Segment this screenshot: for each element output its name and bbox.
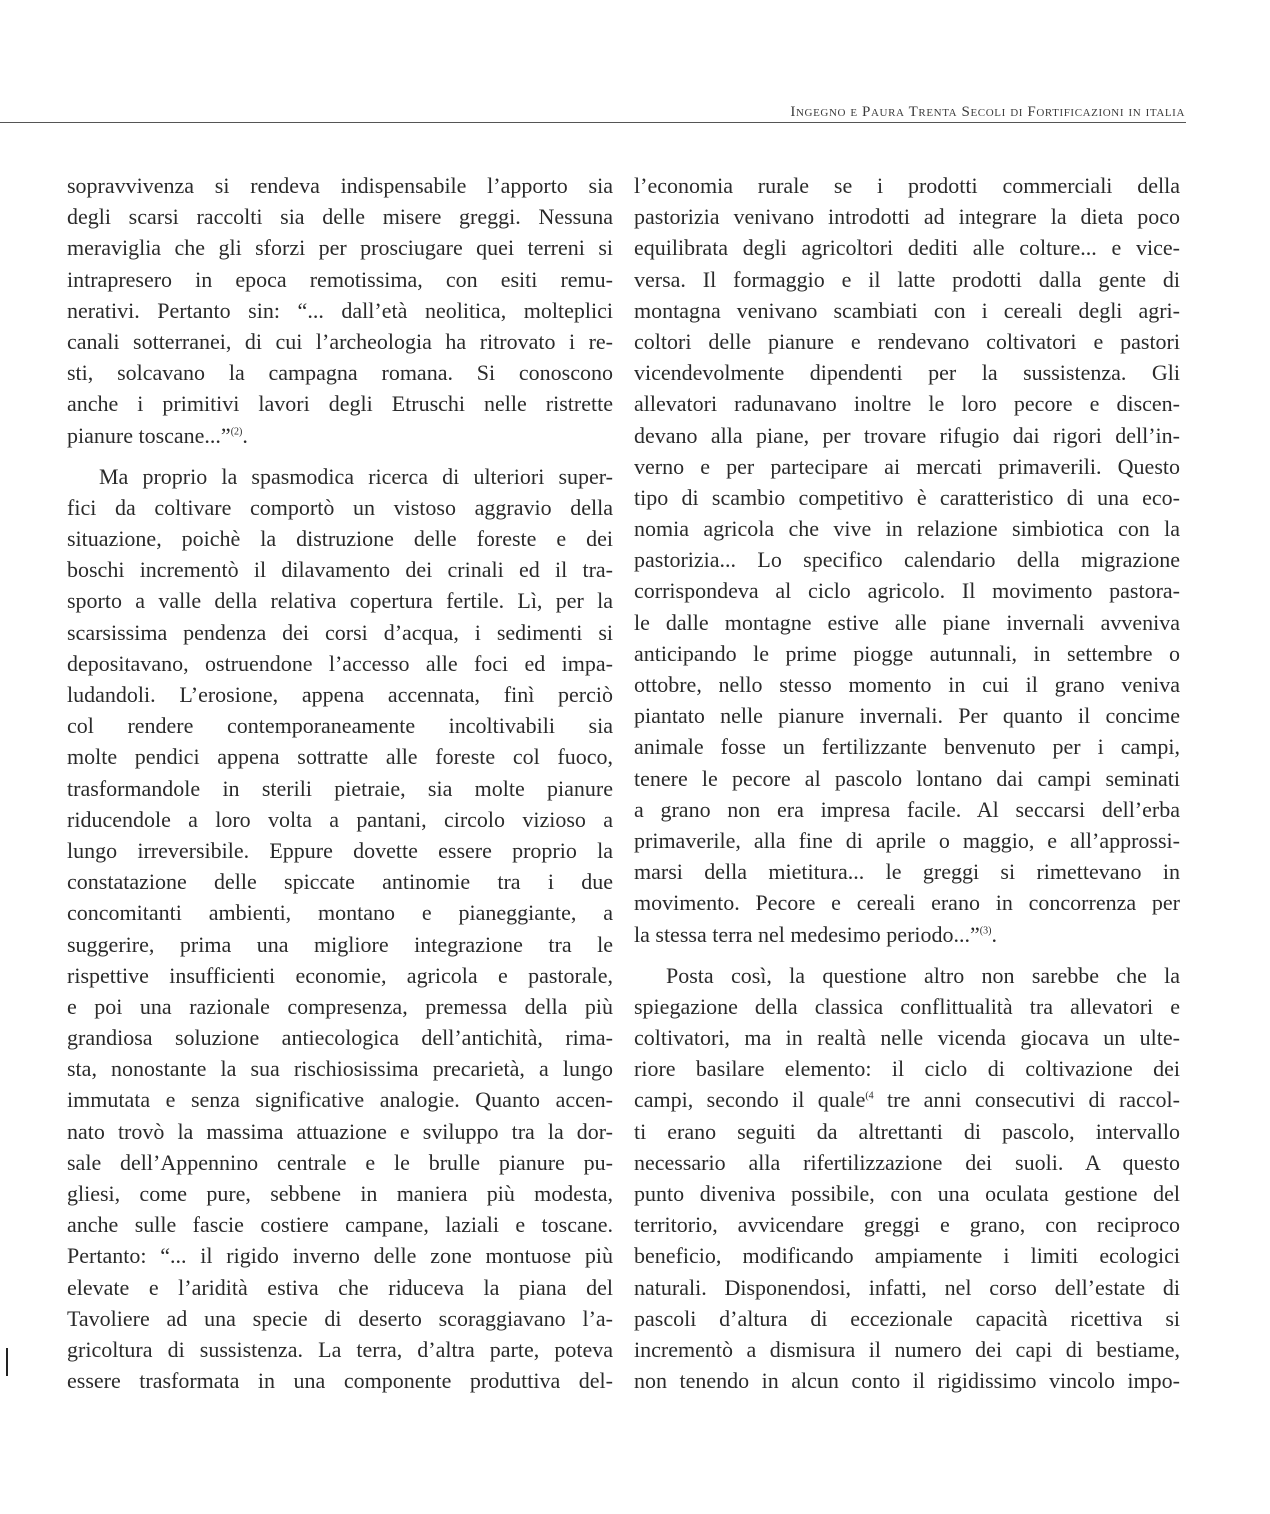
text-line: devano alla piane, per trovare rifugio dai rigori dell’in- bbox=[634, 422, 1180, 448]
header-rule bbox=[0, 122, 1186, 123]
text-line: l’economia rurale se i prodotti commerciali della bbox=[634, 173, 1180, 198]
text-line: canali sotterranei, di cui l’archeologia ha ritrovato i re- bbox=[67, 328, 613, 354]
text-line: equilibrata degli agricoltori dediti alle colture... e vice- bbox=[634, 235, 1180, 261]
text-line: suggerire, prima una migliore integrazione tra le bbox=[67, 931, 613, 957]
text-line bbox=[67, 420, 613, 451]
footnote-ref: (4 bbox=[865, 1091, 874, 1103]
text-line: ludandoli. L’erosione, appena accennata, finì perciò bbox=[67, 682, 613, 707]
paragraph-4 bbox=[634, 960, 1180, 1397]
text-line: Posta così, la questione altro non sarebbe che la bbox=[666, 962, 1180, 988]
text-line: le dalle montagne estive alle piane invernali avveniva bbox=[634, 609, 1180, 635]
text-line: incrementò a dismisura il numero dei capi di bestiame, bbox=[634, 1336, 1180, 1362]
text-line: versa. Il formaggio e il latte prodotti dalla gente di bbox=[634, 266, 1180, 292]
text-line: nato trovò la massima attuazione e sviluppo tra la dor- bbox=[67, 1118, 613, 1144]
text-line: essere trasformata in una componente produttiva del- bbox=[67, 1368, 613, 1394]
text-line: riore basilare elemento: il ciclo di coltivazione dei bbox=[634, 1056, 1180, 1082]
paragraph-1 bbox=[67, 170, 613, 451]
text-line: ottobre, nello stesso momento in cui il grano veniva bbox=[634, 672, 1180, 697]
left-column bbox=[67, 170, 613, 1396]
footnote-ref: (2) bbox=[230, 426, 243, 438]
text-line: coltivatori, ma in realtà nelle vicenda giocava un ulte- bbox=[634, 1025, 1180, 1051]
text-line: verno e per partecipare ai mercati primaverili. Questo bbox=[634, 453, 1180, 479]
text-fragment: campi, secondo il quale bbox=[634, 1087, 866, 1113]
text-line: sta, nonostante la sua rischiosissima precarietà, a lungo bbox=[67, 1056, 613, 1082]
text-line: pastorizia venivano introdotti ad integrare la dieta poco bbox=[634, 204, 1180, 230]
text-line: anche i primitivi lavori degli Etruschi nelle ristrette bbox=[67, 391, 613, 417]
text-line: situazione, poichè la distruzione delle foreste e dei bbox=[67, 526, 613, 552]
text-line: molte pendici appena sottratte alle foreste col fuoco, bbox=[67, 744, 613, 770]
text-line: grandiosa soluzione antiecologica dell’antichità, rima- bbox=[67, 1025, 613, 1051]
text-line: anche sulle fascie costiere campane, laziali e toscane. bbox=[67, 1212, 613, 1238]
text-line: sale dell’Appennino centrale e le brulle pianure pu- bbox=[67, 1149, 613, 1175]
text-line: trasformandole in sterili pietraie, sia molte pianure bbox=[67, 775, 613, 801]
text-line: non tenendo in alcun conto il rigidissimo vincolo impo- bbox=[634, 1368, 1180, 1394]
text-line: pastorizia... Lo specifico calendario della migrazione bbox=[634, 547, 1180, 573]
text-line: meraviglia che gli sforzi per prosciugare quei terreni si bbox=[67, 235, 613, 261]
margin-bracket-mark bbox=[0, 1348, 8, 1376]
text-line: tenere le pecore al pascolo lontano dai campi seminati bbox=[634, 765, 1180, 791]
text-line: Tavoliere ad una specie di deserto scoraggiavano l’a- bbox=[67, 1305, 613, 1331]
text-line: necessario alla rifertilizzazione dei suoli. A questo bbox=[634, 1149, 1180, 1175]
footnote-ref: (3) bbox=[979, 925, 992, 937]
text-line: lungo irreversibile. Eppure dovette essere proprio la bbox=[67, 837, 613, 863]
text-line: Ma proprio la spasmodica ricerca di ulteriori super- bbox=[99, 463, 613, 489]
text-fragment: tre anni consecutivi di raccol- bbox=[873, 1087, 1180, 1113]
text-line: spiegazione della classica conflittualità tra allevatori e bbox=[634, 993, 1180, 1019]
text-line: nomia agricola che vive in relazione simbiotica con la bbox=[634, 516, 1180, 542]
text-line: gliesi, come pure, sebbene in maniera più modesta, bbox=[67, 1181, 613, 1206]
running-head: Ingegno e Paura Trenta Secoli di Fortificazioni in italia bbox=[790, 104, 1185, 120]
text-line: nerativi. Pertanto sin: “... dall’età neolitica, molteplici bbox=[67, 297, 613, 323]
text-line: sporto a valle della relativa copertura fertile. Lì, per la bbox=[67, 588, 613, 614]
text-line: animale fosse un fertilizzante benvenuto per i campi, bbox=[634, 734, 1180, 760]
text-line: boschi incrementò il dilavamento dei crinali ed il tra- bbox=[67, 557, 613, 583]
text-line: gricoltura di sussistenza. La terra, d’altra parte, poteva bbox=[67, 1336, 613, 1362]
text-line: sti, solcavano la campagna romana. Si conoscono bbox=[67, 360, 613, 386]
text-line bbox=[634, 919, 1180, 950]
text-fragment: pianure toscane...” bbox=[67, 422, 231, 448]
paragraph-3 bbox=[634, 170, 1180, 950]
text-line: marsi della mietitura... le greggi si rimettevano in bbox=[634, 859, 1180, 885]
text-line: a grano non era impresa facile. Al seccarsi dell’erba bbox=[634, 796, 1180, 822]
text-line: ti erano seguiti da altrettanti di pascolo, intervallo bbox=[634, 1118, 1180, 1144]
text-line: vicendevolmente dipendenti per la sussistenza. Gli bbox=[634, 360, 1180, 386]
text-line: primaverile, alla fine di aprile o maggio, e all’approssi- bbox=[634, 827, 1180, 853]
text-line: tipo di scambio competitivo è caratteristico di una eco- bbox=[634, 484, 1180, 510]
text-fragment: . bbox=[991, 921, 997, 947]
text-line: col rendere contemporaneamente incoltivabili sia bbox=[67, 713, 613, 739]
text-line: riducendole a loro volta a pantani, circolo vizioso a bbox=[67, 806, 613, 832]
paragraph-gap bbox=[634, 950, 1180, 960]
text-line: scarsissima pendenza dei corsi d’acqua, i sedimenti si bbox=[67, 619, 613, 645]
text-fragment: . bbox=[242, 422, 248, 448]
text-line: elevate e l’aridità estiva che riduceva la piana del bbox=[67, 1274, 613, 1300]
text-line: allevatori radunavano inoltre le loro pecore e discen- bbox=[634, 391, 1180, 417]
text-line: montagna venivano scambiati con i cereali degli agri- bbox=[634, 297, 1180, 323]
text-line: piantato nelle pianure invernali. Per quanto il concime bbox=[634, 703, 1180, 729]
text-line: sopravvivenza si rendeva indispensabile l’apporto sia bbox=[67, 173, 613, 198]
text-line: corrispondeva al ciclo agricolo. Il movimento pastora- bbox=[634, 578, 1180, 604]
text-line: depositavano, ostruendone l’accesso alle foci ed impa- bbox=[67, 650, 613, 676]
text-line: naturali. Disponendosi, infatti, nel corso dell’estate di bbox=[634, 1274, 1180, 1300]
text-line: coltori delle pianure e rendevano coltivatori e pastori bbox=[634, 328, 1180, 354]
text-line: immutata e senza significative analogie. Quanto accen- bbox=[67, 1087, 613, 1113]
text-line bbox=[634, 1084, 1180, 1115]
text-line: constatazione delle spiccate antinomie tra i due bbox=[67, 869, 613, 895]
text-line: pascoli d’altura di eccezionale capacità ricettiva si bbox=[634, 1305, 1180, 1331]
paragraph-2 bbox=[67, 461, 613, 1397]
text-line: territorio, avvicendare greggi e grano, con reciproco bbox=[634, 1212, 1180, 1238]
text-line: intrapresero in epoca remotissima, con esiti remu- bbox=[67, 266, 613, 292]
text-fragment: la stessa terra nel medesimo periodo...” bbox=[634, 921, 980, 947]
text-line: punto diveniva possibile, con una oculata gestione del bbox=[634, 1181, 1180, 1206]
text-line: concomitanti ambienti, montano e pianeggiante, a bbox=[67, 900, 613, 926]
paragraph-gap bbox=[67, 451, 613, 461]
text-line: fici da coltivare comportò un vistoso aggravio della bbox=[67, 494, 613, 520]
text-line: movimento. Pecore e cereali erano in concorrenza per bbox=[634, 890, 1180, 916]
text-line: beneficio, modificando ampiamente i limiti ecologici bbox=[634, 1243, 1180, 1269]
text-line: degli scarsi raccolti sia delle misere greggi. Nessuna bbox=[67, 204, 613, 230]
text-line: e poi una razionale compresenza, premessa della più bbox=[67, 993, 613, 1019]
right-column bbox=[634, 170, 1180, 1396]
text-line: Pertanto: “... il rigido inverno delle zone montuose più bbox=[67, 1243, 613, 1269]
text-line: anticipando le prime piogge autunnali, in settembre o bbox=[634, 640, 1180, 666]
text-line: rispettive insufficienti economie, agricola e pastorale, bbox=[67, 962, 613, 988]
